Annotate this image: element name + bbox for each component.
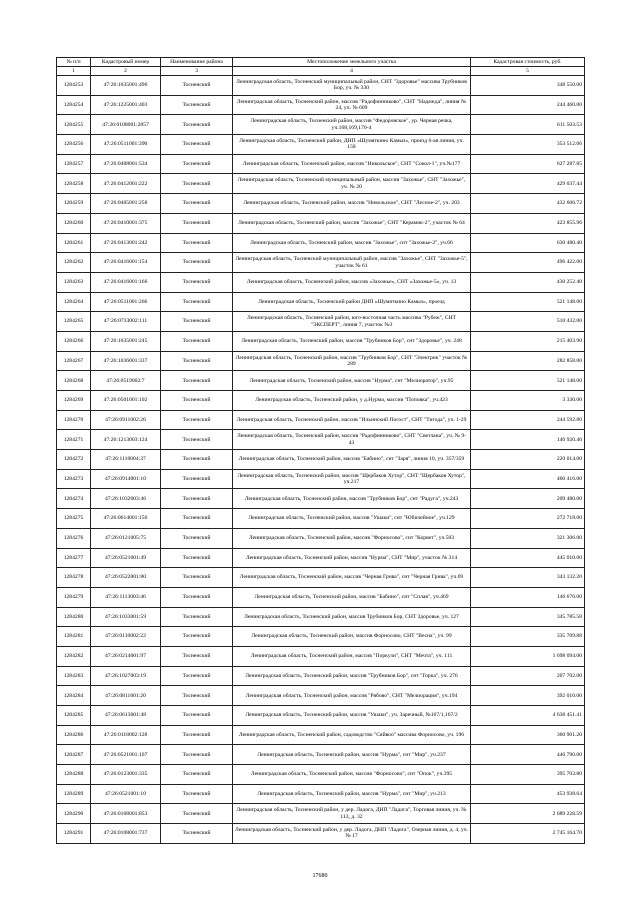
cadastral-number: 47:26:0408001:534 [91,154,161,174]
cadastral-number: 47:26:0416001:154 [91,253,161,273]
cadastral-number: 47:26:1225001:403 [91,95,161,115]
table-row [57,528,585,548]
row-number: 1284275 [57,509,91,529]
row-number: 1284261 [57,233,91,253]
location: Ленинградская область, Тосненский район, массив "Рябово", СНТ "Мелиорация", уч.194 [233,686,471,706]
table-row [57,489,585,509]
district-name: Тосненский [161,430,233,450]
location: Ленинградская область, Тосненский район, массив "Захожье", снт "Захожье-2", уч.66 [233,233,471,253]
table-row [57,391,585,411]
header-number: № п/п [57,58,91,67]
cadastral-number: 47:26:0501001:102 [91,391,161,411]
cadastral-number: 47:26:0412001:222 [91,174,161,194]
cadastral-value: 360 901.20 [471,725,585,745]
column-number: 1 [57,67,91,76]
table-row [57,430,585,450]
row-number: 1284255 [57,115,91,135]
cadastral-value: 630 480.40 [471,233,585,253]
table-row [57,331,585,351]
district-name: Тосненский [161,76,233,96]
district-name: Тосненский [161,213,233,233]
row-number: 1284285 [57,706,91,726]
cadastral-number: 47:26:0410001:375 [91,213,161,233]
row-number: 1284271 [57,430,91,450]
cadastral-value: 345 785.58 [471,607,585,627]
table-row [57,253,585,273]
column-number: 4 [233,67,471,76]
row-number: 1284290 [57,804,91,824]
location: Ленинградская область, Тосненский район, массив "Никольское", СНТ "Сокол-1", уч.№177 [233,154,471,174]
district-name: Тосненский [161,292,233,312]
cadastral-value: 432 606.72 [471,194,585,214]
location: Ленинградская область, Тосненский район, массив «Захожье», СНТ «Захожье-5», уч. 13 [233,272,471,292]
location: Ленинградская область, Тосненский район, массив "Трубников Бор", снт "Здоровье", уч. 248 [233,331,471,351]
table-row [57,115,585,135]
header-district: Наименование района [161,58,233,67]
cadastral-number: 47:26:0613001:48 [91,706,161,726]
cadastral-value: 343 132.20 [471,568,585,588]
district-name: Тосненский [161,135,233,155]
column-number: 5 [471,67,585,76]
district-name: Тосненский [161,587,233,607]
cadastral-number: 47:26:0110002:22 [91,627,161,647]
row-number: 1284257 [57,154,91,174]
district-name: Тосненский [161,469,233,489]
district-name: Тосненский [161,450,233,470]
header-location: Местоположение земельного участка [233,58,471,67]
cadastral-number: 47:26:0733002:111 [91,312,161,332]
location: Ленинградская область, Тосненский район, массив "Нурма", снт "Мир", уч.237 [233,745,471,765]
location: Ленинградская область, Тосненский район ДНП «Шумяткино Камыз», проезд [233,292,471,312]
location: Ленинградская область, Тосненский район, массив "Щербаков Хутор", СНТ "Щербаков Хутор", уч.217 [233,469,471,489]
table-row [57,213,585,233]
location: Ленинградская область, Тосненский район, массив "Радофинниково", СНТ "Светлана", уч. № 9-43 [233,430,471,450]
district-name: Тосненский [161,95,233,115]
cadastral-number: 47:26:0108001:2857 [91,115,161,135]
cadastral-number: 47:26:0911002:26 [91,410,161,430]
cadastral-value: 215 403.90 [471,331,585,351]
location: Ленинградская область, Тосненский муниципальный район, СНТ "Здоровье" массива Трубников Бор, уч. № 330 [233,76,471,96]
cadastral-number: 47:26:0521001:10 [91,784,161,804]
table-row [57,312,585,332]
district-name: Тосненский [161,627,233,647]
district-name: Тосненский [161,194,233,214]
location: Ленинградская область, Тосненский муниципальный район, массив "Захожье", СНТ "Захожье", уч. № 20 [233,174,471,194]
table-row [57,548,585,568]
row-number: 1284254 [57,95,91,115]
table-row [57,607,585,627]
row-number: 1284253 [57,76,91,96]
district-name: Тосненский [161,686,233,706]
location: Ленинградская область, Тосненский район, у дер. Ладога, ДНП "Ладога", Торговая линия, уч. № 113, д. 32 [233,804,471,824]
table-row [57,194,585,214]
table-row [57,706,585,726]
row-number: 1284262 [57,253,91,273]
row-number: 1284280 [57,607,91,627]
cadastral-number: 47:26:0123001:335 [91,765,161,785]
table-row [57,351,585,371]
row-number: 1284278 [57,568,91,588]
district-name: Тосненский [161,528,233,548]
district-name: Тосненский [161,410,233,430]
district-name: Тосненский [161,233,233,253]
district-name: Тосненский [161,666,233,686]
cadastral-value: 353 512.06 [471,135,585,155]
cadastral-number: 47:26:0118002:128 [91,725,161,745]
cadastral-number: 47:26:0519002:7 [91,371,161,391]
cadastral-value: 4 638 451.41 [471,706,585,726]
location: Ленинградская область, Тосненский район, у д.Нурма, массив "Поповка", уч.423 [233,391,471,411]
row-number: 1284276 [57,528,91,548]
cadastral-number: 47:26:1110004:37 [91,450,161,470]
table-row [57,745,585,765]
cadastral-number: 47:26:0214001:97 [91,646,161,666]
cadastral-value: 395 703.80 [471,765,585,785]
row-number: 1284287 [57,745,91,765]
header-cadastral-value: Кадастровая стоимость, руб. [471,58,585,67]
district-name: Тосненский [161,646,233,666]
table-row [57,646,585,666]
header-cadastral-number: Кадастровый номер [91,58,161,67]
table-row [57,627,585,647]
cadastral-value: 3 330.00 [471,391,585,411]
table-row [57,686,585,706]
district-name: Тосненский [161,312,233,332]
table-row [57,154,585,174]
cadastral-value: 429 037.44 [471,174,585,194]
cadastral-number: 47:26:0914001:10 [91,469,161,489]
table-row [57,76,585,96]
row-number: 1284288 [57,765,91,785]
row-number: 1284283 [57,666,91,686]
location: Ленинградская область, Тосненский район, массив "Поркузи", СНТ "Мечта", уч. 111 [233,646,471,666]
location: Ленинградская область, Тосненский район, массив "Бабино", снт "Сплав", уч.469 [233,587,471,607]
cadastral-value: 244 460.00 [471,95,585,115]
cadastral-number: 47:26:0416001:166 [91,272,161,292]
cadastral-value: 392 010.00 [471,686,585,706]
location: Ленинградская область, Тосненский район, массив "Ушаки", уч. Заречный, №167/1,167/2 [233,706,471,726]
cadastral-number: 47:26:0108001:737 [91,824,161,844]
table-row [57,469,585,489]
row-number: 1284268 [57,371,91,391]
location: Ленинградская область, Тосненский район, массив "Федоровское", ур. Черная речка, уч.168,169,170-4 [233,115,471,135]
cadastral-value: 446 790.00 [471,745,585,765]
district-name: Тосненский [161,824,233,844]
cadastral-number: 47:26:0413001:242 [91,233,161,253]
cadastral-number: 47:26:0108001:853 [91,804,161,824]
table-row [57,450,585,470]
location: Ленинградская область, Тосненский район, садоводство "Сяйвоо" массива Форносово, уч. 196 [233,725,471,745]
cadastral-number: 47:26:1033001:59 [91,607,161,627]
district-name: Тосненский [161,706,233,726]
district-name: Тосненский [161,607,233,627]
cadastral-value: 272 718.00 [471,509,585,529]
district-name: Тосненский [161,784,233,804]
table-row [57,410,585,430]
table-row [57,666,585,686]
district-name: Тосненский [161,548,233,568]
column-number: 2 [91,67,161,76]
cadastral-value: 430 252.40 [471,272,585,292]
table-row [57,568,585,588]
district-name: Тосненский [161,272,233,292]
row-number: 1284274 [57,489,91,509]
cadastral-number: 47:26:1035001:496 [91,76,161,96]
table-row [57,174,585,194]
row-number: 1284286 [57,725,91,745]
location: Ленинградская область, Тосненский район, массив "Форносово", снт "Опок", уч.395 [233,765,471,785]
location: Ленинградская область, Тосненский район, массив "Ушаки", снт "Юбилейное", уч.129 [233,509,471,529]
row-number: 1284270 [57,410,91,430]
location: Ленинградская область, Тосненский район, массив "Трубников Бор", снт "Радуга", уч.243 [233,489,471,509]
district-name: Тосненский [161,154,233,174]
cadastral-value: 611 503.53 [471,115,585,135]
district-name: Тосненский [161,745,233,765]
district-name: Тосненский [161,174,233,194]
row-number: 1284267 [57,351,91,371]
row-number: 1284282 [57,646,91,666]
row-number: 1284291 [57,824,91,844]
cadastral-value: 146 920.46 [471,430,585,450]
location: Ленинградская область, Тосненский район, массив "Черная Грива", снт "Черная Грива", уч.69 [233,568,471,588]
district-name: Тосненский [161,331,233,351]
cadastral-value: 207 702.00 [471,666,585,686]
district-name: Тосненский [161,765,233,785]
cadastral-value: 220 014.00 [471,450,585,470]
row-number: 1284277 [57,548,91,568]
location: Ленинградская область, Тосненский район, массив "Радофинниково", СНТ "Надежда", линия № 24, уч. № 609 [233,95,471,115]
row-number: 1284256 [57,135,91,155]
row-number: 1284272 [57,450,91,470]
table-row [57,804,585,824]
cadastral-value: 348 550.00 [471,76,585,96]
table-row [57,135,585,155]
location: Ленинградская область, Тосненский район, массив "Форносово", снт "Корвет", уч.503 [233,528,471,548]
cadastral-number: 47:26:0811001:20 [91,686,161,706]
location: Ленинградская область, Тосненский район, массив "Трубников Бор", СНТ "Электрик" участок № 289 [233,351,471,371]
cadastral-number: 47:26:0405001:258 [91,194,161,214]
cadastral-number: 47:26:0521001:107 [91,745,161,765]
cadastral-value: 496 422.00 [471,253,585,273]
district-name: Тосненский [161,253,233,273]
table-row [57,272,585,292]
location: Ленинградская область, Тосненский район, массив "Никольское", СНТ "Лесное-2", уч. 203 [233,194,471,214]
row-number: 1284265 [57,312,91,332]
row-number: 1284263 [57,272,91,292]
district-name: Тосненский [161,115,233,135]
table-body [57,76,585,844]
district-name: Тосненский [161,509,233,529]
cadastral-number: 47:26:1032003:46 [91,489,161,509]
cadastral-value: 282 858.00 [471,351,585,371]
table-row [57,371,585,391]
row-number: 1284279 [57,587,91,607]
location: Ленинградская область, Тосненский район, массив "Бабино", снт "Заря", линия 10, уч. 357/359 [233,450,471,470]
table-header-row [57,58,585,67]
table-row [57,824,585,844]
cadastral-number: 47:26:1213003:124 [91,430,161,450]
row-number: 1284289 [57,784,91,804]
cadastral-value: 521 148.00 [471,292,585,312]
row-number: 1284273 [57,469,91,489]
table-row [57,784,585,804]
location: Ленинградская область, Тосненский район, массив "Нурма", снт "Мир", уч.213 [233,784,471,804]
location: Ленинградская область, Тосненский район, массив "Трубников Бор", снт "Горка", уч. 276 [233,666,471,686]
cadastral-number: 47:26:0511001:390 [91,135,161,155]
cadastral-value: 146 676.00 [471,587,585,607]
cadastral-value: 510 432.00 [471,312,585,332]
row-number: 1284284 [57,686,91,706]
table-row [57,509,585,529]
cadastral-value: 209 480.00 [471,489,585,509]
cadastral-value: 521 148.00 [471,371,585,391]
cadastral-number: 47:26:0511001:266 [91,292,161,312]
location: Ленинградская область, Тосненский район, ДНП «Шумяткино Камыз», проезд 6-ая линия, уч. 158 [233,135,471,155]
row-number: 1284281 [57,627,91,647]
district-name: Тосненский [161,489,233,509]
location: Ленинградская область, Тосненский район, массив "Ильинский Погост", СНТ "Тигода", уч. 1-29 [233,410,471,430]
column-number: 3 [161,67,233,76]
location: Ленинградская область, Тосненский район, массив "Захожье", СНТ "Керамик-2", участок № 64 [233,213,471,233]
table-row [57,292,585,312]
location: Ленинградская область, Тосненский район, массив Трубников Бор, СНТ Здоровье, уч. 127 [233,607,471,627]
row-number: 1284258 [57,174,91,194]
cadastral-number: 47:26:1035001:245 [91,331,161,351]
cadastral-number: 47:26:0522001:80 [91,568,161,588]
row-number: 1284260 [57,213,91,233]
page-number: 17680 [312,873,328,879]
location: Ленинградская область, Тосненский район, массив "Нурма", снт "Мелиоратор", уч.95 [233,371,471,391]
table-row [57,765,585,785]
cadastral-number: 47:26:0614001:150 [91,509,161,529]
district-name: Тосненский [161,725,233,745]
row-number: 1284264 [57,292,91,312]
cadastral-value: 445 010.00 [471,548,585,568]
district-name: Тосненский [161,391,233,411]
location: Ленинградская область, Тосненский район, массив Форносово, СНТ "Весна", уч. 99 [233,627,471,647]
district-name: Тосненский [161,568,233,588]
cadastral-value: 2 745 164.70 [471,824,585,844]
row-number: 1284259 [57,194,91,214]
table-row [57,587,585,607]
cadastral-value: 423 855.96 [471,213,585,233]
cadastral-value: 627 287.85 [471,154,585,174]
district-name: Тосненский [161,351,233,371]
location: Ленинградская область, Тосненский район, юго-восточная часть массива "Рубеж", СНТ "ЭКСПЕРТ", линия 7, участок №3 [233,312,471,332]
cadastral-number: 47:26:0521001:49 [91,548,161,568]
cadastral-number: 47:26:1113003:46 [91,587,161,607]
district-name: Тосненский [161,371,233,391]
cadastral-number: 47:26:1036001:337 [91,351,161,371]
cadastral-value-table [56,57,585,844]
cadastral-value: 1 698 094.00 [471,646,585,666]
table-row [57,95,585,115]
cadastral-value: 321 306.00 [471,528,585,548]
district-name: Тосненский [161,804,233,824]
row-number: 1284269 [57,391,91,411]
cadastral-value: 2 689 228.59 [471,804,585,824]
cadastral-value: 335 709.88 [471,627,585,647]
table-row [57,233,585,253]
cadastral-value: 244 592.80 [471,410,585,430]
table-column-number-row [57,67,585,76]
location: Ленинградская область, Тосненский район, массив "Нурма", СНТ "Мир", участок № 314 [233,548,471,568]
cadastral-number: 47:26:1027003:19 [91,666,161,686]
row-number: 1284266 [57,331,91,351]
cadastral-number: 47:26:0121005:75 [91,528,161,548]
cadastral-value: 453 938.64 [471,784,585,804]
cadastral-value: 460 416.00 [471,469,585,489]
table-row [57,725,585,745]
location: Ленинградская область, Тосненский муниципальный район, массив "Захожье", СНТ "Захожье-5", участок № 61 [233,253,471,273]
location: Ленинградская область, Тосненский район, у дер. Ладога, ДНП "Ладога", Озерная линия, д. 4, уч. № 17 [233,824,471,844]
